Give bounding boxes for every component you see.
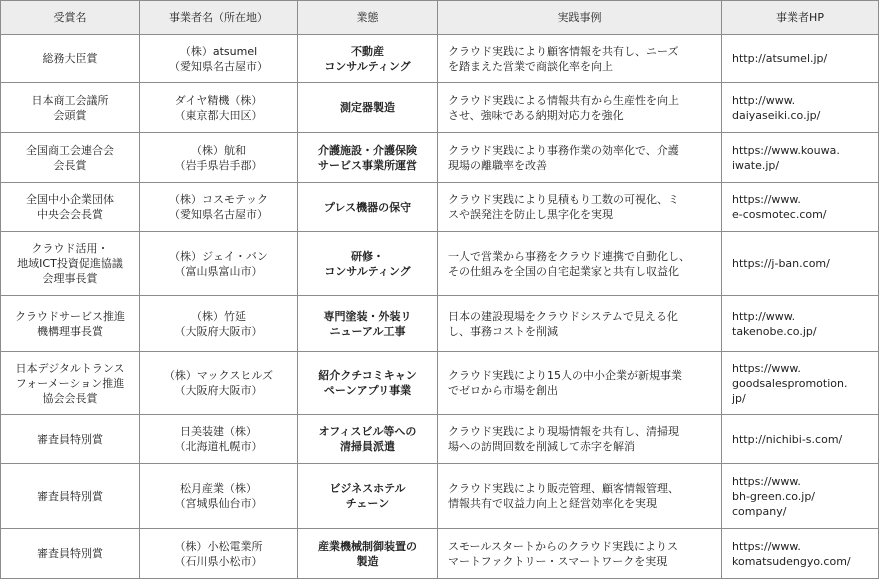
case-cell: 日本の建設現場をクラウドシステムで見える化 し、事務コストを削減 [438,296,722,352]
table-row [1,352,879,415]
business-type-cell: 介護施設・介護保険 サービス事業所運営 [298,133,438,183]
business-type-cell: オフィスビル等への 清掃員派遣 [298,415,438,464]
company-cell: （株）atsumel （愛知県名古屋市） [140,35,298,83]
company-cell: 松月産業（株） （宮城県仙台市） [140,464,298,529]
award-name-cell: 総務大臣賞 [1,35,140,83]
case-cell: クラウド実践により現場情報を共有し、清掃現 場への訪問回数を削減して赤字を解消 [438,415,722,464]
case-cell: 一人で営業から事務をクラウド連携で自動化し、 その仕組みを全国の自宅起業家と共有し収益化 [438,232,722,296]
table-row [1,133,879,183]
business-type-cell: プレス機器の保守 [298,183,438,232]
table-row [1,296,879,352]
company-cell: （株）小松電業所 （石川県小松市） [140,529,298,579]
table-row [1,35,879,83]
homepage-link[interactable]: https://j-ban.com/ [722,232,879,296]
award-name-cell: クラウド活用・ 地域ICT投資促進協議 会理事長賞 [1,232,140,296]
company-cell: （株）竹延 （大阪府大阪市） [140,296,298,352]
company-cell: （株）ジェイ・バン （富山県富山市） [140,232,298,296]
company-cell: （株）航和 （岩手県岩手郡） [140,133,298,183]
award-name-cell: 全国商工会連合会 会長賞 [1,133,140,183]
company-cell: ダイヤ精機（株） （東京都大田区） [140,83,298,133]
case-cell: クラウド実践により顧客情報を共有し、ニーズ を踏まえた営業で商談化率を向上 [438,35,722,83]
header-homepage: 事業者HP [722,1,879,35]
table-row [1,83,879,133]
award-name-cell: 審査員特別賞 [1,415,140,464]
case-cell: クラウド実践により15人の中小企業が新規事業 でゼロから市場を創出 [438,352,722,415]
table-row [1,183,879,232]
case-cell: クラウド実践により見積もり工数の可視化、ミ スや誤発注を防止し黒字化を実現 [438,183,722,232]
business-type-cell: 研修・ コンサルティング [298,232,438,296]
business-type-cell: 専門塗装・外装リ ニューアル工事 [298,296,438,352]
table-row [1,232,879,296]
business-type-cell: 測定器製造 [298,83,438,133]
homepage-link[interactable]: http://nichibi-s.com/ [722,415,879,464]
company-cell: （株）マックスヒルズ （大阪府大阪市） [140,352,298,415]
award-name-cell: 審査員特別賞 [1,464,140,529]
business-type-cell: 不動産 コンサルティング [298,35,438,83]
homepage-link[interactable]: http://www. takenobe.co.jp/ [722,296,879,352]
case-cell: スモールスタートからのクラウド実践によりス マートファクトリー・スマートワークを実現 [438,529,722,579]
table-row [1,464,879,529]
homepage-link[interactable]: https://www. bh-green.co.jp/ company/ [722,464,879,529]
company-cell: 日美装建（株） （北海道札幌市） [140,415,298,464]
header-row [1,1,879,35]
homepage-link[interactable]: http://www. daiyaseiki.co.jp/ [722,83,879,133]
business-type-cell: ビジネスホテル チェーン [298,464,438,529]
homepage-link[interactable]: https://www. komatsudengyo.com/ [722,529,879,579]
company-cell: （株）コスモテック （愛知県名古屋市） [140,183,298,232]
award-name-cell: 全国中小企業団体 中央会会長賞 [1,183,140,232]
table-row [1,415,879,464]
header-company: 事業者名（所在地） [140,1,298,35]
header-business: 業態 [298,1,438,35]
homepage-link[interactable]: http://atsumel.jp/ [722,35,879,83]
award-name-cell: 日本商工会議所 会頭賞 [1,83,140,133]
header-award: 受賞名 [1,1,140,35]
case-cell: クラウド実践による情報共有から生産性を向上 させ、強味である納期対応力を強化 [438,83,722,133]
homepage-link[interactable]: https://www.kouwa. iwate.jp/ [722,133,879,183]
award-name-cell: 日本デジタルトランス フォーメーション推進 協会会長賞 [1,352,140,415]
table-row [1,529,879,579]
homepage-link[interactable]: https://www. e-cosmotec.com/ [722,183,879,232]
case-cell: クラウド実践により販売管理、顧客情報管理、 情報共有で収益力向上と経営効率化を実現 [438,464,722,529]
header-case: 実践事例 [438,1,722,35]
business-type-cell: 産業機械制御装置の 製造 [298,529,438,579]
homepage-link[interactable]: https://www. goodsalespromotion. jp/ [722,352,879,415]
award-name-cell: 審査員特別賞 [1,529,140,579]
case-cell: クラウド実践により事務作業の効率化で、介護 現場の離職率を改善 [438,133,722,183]
business-type-cell: 紹介クチコミキャン ペーンアプリ事業 [298,352,438,415]
award-name-cell: クラウドサービス推進 機構理事長賞 [1,296,140,352]
